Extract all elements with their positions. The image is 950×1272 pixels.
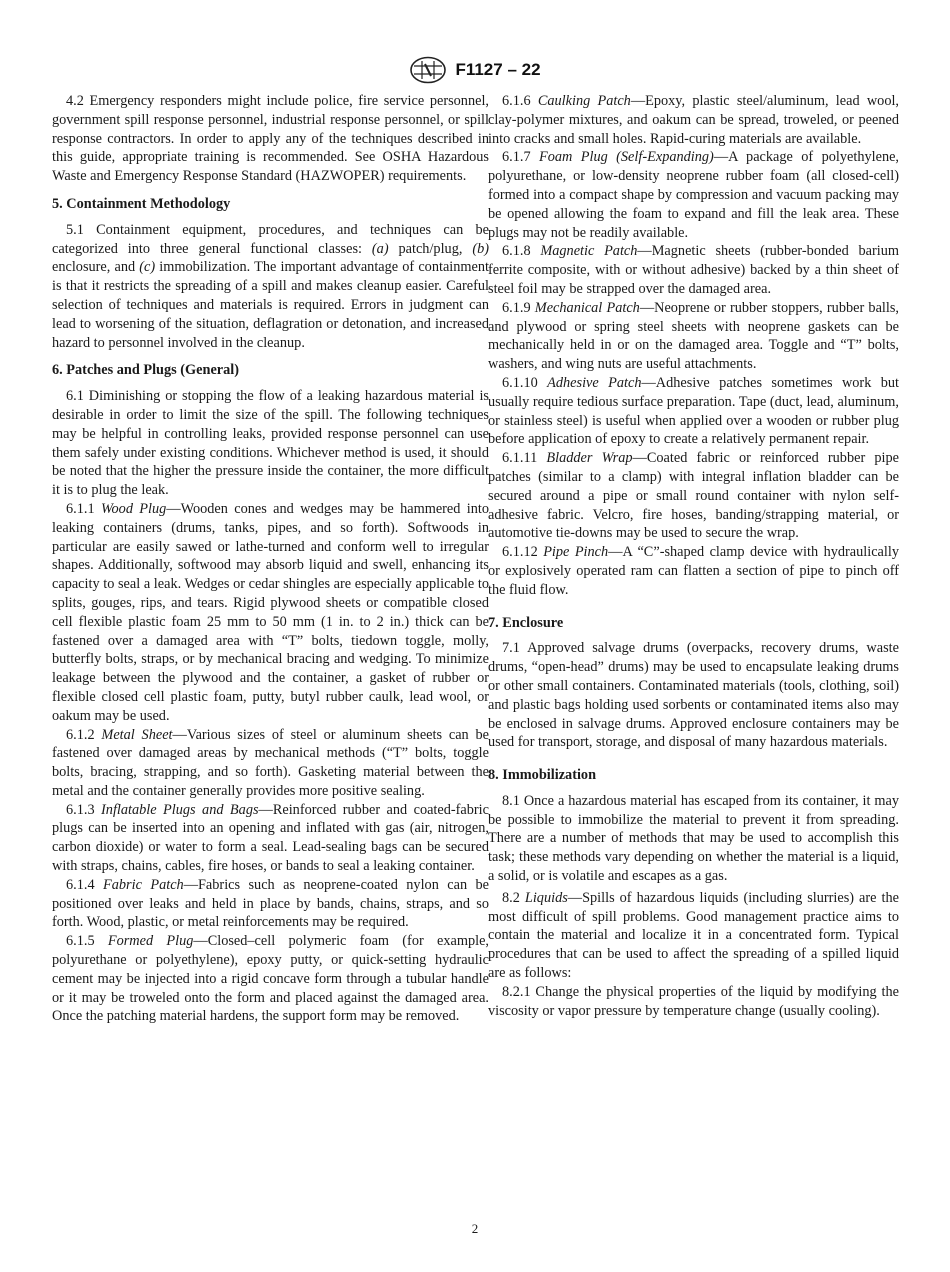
para-6-1-10: 6.1.10 Adhesive Patch—Adhesive patches sometimes work but usually require tedious surface preparation. Tape (duct, lead, aluminum, or stainless steel) is useful when applied over a wooden or rubber plug before application of epoxy to create a relatively permanent repair. <box>488 374 899 448</box>
para-5-1: 5.1 Containment equipment, procedures, and techniques can be categorized into three general functional classes: (a) patch/plug, (b) enclosure, and (c) immobilization. The important advantage of containment is that it restricts the spreading of a spill and makes cleanup easier. Careful selection of techniques and materials is required. Errors in judgment can lead to worsening of the situation, deflagration or detonation, and increased hazard to personnel involved in the cleanup. <box>52 221 490 351</box>
para-6-1-9: 6.1.9 Mechanical Patch—Neoprene or rubber stoppers, rubber balls, and plywood or spring steel sheets with neoprene gaskets can be mechanically held in or on the damaged area. Toggle and “T” bolts, washers, and wing nuts are useful attachments. <box>488 299 899 373</box>
para-8-1: 8.1 Once a hazardous material has escaped from its container, it may be possible to immobilize the material to prevent it from spreading. There are a number of methods that may be used to accomplish this task; these methods vary depending on whether the material is a liquid, a solid, or is volatile and escapes as a gas. <box>488 792 899 885</box>
para-6-1-5: 6.1.5 Formed Plug—Closed–cell polymeric foam (for example, polyurethane or polyethylene), epoxy putty, or quick-setting hydraulic cement may be injected into a rigid concave form through a tubular handle or it may be troweled onto the form and placed against the damaged area. Once the patching material hardens, the support form may be removed. <box>52 933 489 1025</box>
section-8-heading: 8. Immobilization <box>488 767 597 784</box>
para-6-1-2: 6.1.2 Metal Sheet—Various sizes of steel or aluminum sheets can be fastened over damaged areas by mechanical methods (“T” bolts, toggle bolts, bracing, strapping, and so forth). Gasketing material between the metal and the container generally provides more positive sealing. <box>52 726 489 799</box>
para-6-1-7: 6.1.7 Foam Plug (Self-Expanding)—A package of polyethylene, polyurethane, or low-density neoprene rubber foam (all closed-cell) formed into a compact shape by compression and vacuum packing may be opened allowing the foam to expand and fill the leak area. These plugs may not be readily available. <box>488 149 900 241</box>
para-6-1-3: 6.1.3 Inflatable Plugs and Bags—Reinforced rubber and coated-fabric plugs can be inserted into an opening and inflated with gas (air, nitrogen, carbon dioxide) or water to form a seal. Lead-sealing bags can be secured with straps, chains, cables, fire hoses, or bands to seal a leaking container. <box>52 801 489 875</box>
right-column <box>488 92 899 1020</box>
astm-logo-icon <box>409 56 447 84</box>
para-6-1-8: 6.1.8 Magnetic Patch—Magnetic sheets (rubber-bonded barium ferrite composite, with or without adhesive) backed by a thin sheet of steel foil may be strapped over the damaged area. <box>488 243 899 297</box>
para-4-2: 4.2 Emergency responders might include police, fire service personnel, government spill response personnel, industrial response personnel, or spill response contractors. In order to apply any of the techniques described in this guide, appropriate training is recommended. See OSHA Hazardous Waste and Emergency Response Standard (HAZWOPER) requirements. <box>52 93 489 185</box>
para-6-1-4: 6.1.4 Fabric Patch—Fabrics such as neoprene-coated nylon can be positioned over leaks and held in place by bands, chains, straps, and so forth. Wood, plastic, or metal reinforcements may be required. <box>52 876 489 931</box>
para-6-1-11: 6.1.11 Bladder Wrap—Coated fabric or reinforced rubber pipe patches (similar to a clamp) with integral inflation bladder can be secured around a pipe or small round container with nylon self-adhesive fabric. Velcro, fire hoses, banding/strapping material, or automotive tie-downs may be used to secure the wrap. <box>488 450 899 542</box>
para-6-1-12: 6.1.12 Pipe Pinch—A “C”-shaped clamp device with hydraulically or explosively operated ram can flatten a section of pipe to pinch off the fluid flow. <box>488 544 899 598</box>
para-6-1-1: 6.1.1 Wood Plug—Wooden cones and wedges may be hammered into leaking containers (drums, tanks, pipes, and so forth). Softwoods in particular are easily sawed or lathe-turned and conform well to irregular shapes. Additionally, softwood may absorb liquid and swell, enhancing its capacity to seal a leak. Wedges or cedar shingles are especially applicable to splits, gouges, rips, and tears. Rigid plywood sheets or compatible closed cell flexible plastic foam 25 mm to 50 mm (1 in. to 2 in.) thick can be fastened over a damaged area with “T” bolts, tiedown toggle, molly, butterfly bolts, straps, or by mechanical bracing and wedging. To minimize leakage between the plywood and the container, a gasket of rubber or flexible closed cell plastic foam, putty, butyl rubber caulk, lead wool, or oakum may be used. <box>52 500 490 724</box>
para-7-1: 7.1 Approved salvage drums (overpacks, recovery drums, waste drums, “open-head” drums) may be used to encapsulate leaking drums or other small containers. Contaminated materials (tools, clothing, soil) and plastic bags holding used sorbents or contaminated items also may be enclosed in salvage drums. Approved enclosure containers may be used for transport, storage, and disposal of many hazardous materials. <box>488 640 899 751</box>
page-number: 2 <box>471 1221 479 1236</box>
para-8-2-1: 8.2.1 Change the physical properties of the liquid by modifying the viscosity or vapor pressure by temperature change (usually cooling). <box>488 983 899 1019</box>
document-id: F1127 – 22 <box>455 60 541 79</box>
para-8-2: 8.2 Liquids—Spills of hazardous liquids (including slurries) are the most difficult of spill problems. Good management practice aims to contain the material and localize it in a concentrated form. Typical procedures that can be used to affect the spreading of a spilled liquid are as follows: <box>488 889 899 982</box>
section-7-heading: 7. Enclosure <box>488 614 564 631</box>
section-6-heading: 6. Patches and Plugs (General) <box>52 362 240 379</box>
section-5-heading: 5. Containment Methodology <box>52 195 231 212</box>
para-6-1-6: 6.1.6 Caulking Patch—Epoxy, plastic steel/aluminum, lead wool, clay-polymer mixtures, and oakum can be spread, troweled, or peened into cracks and small holes. Rapid-curing materials are available. <box>488 93 900 147</box>
left-column <box>52 92 489 1026</box>
para-6-1: 6.1 Diminishing or stopping the flow of a leaking hazardous material is desirable in order to limit the size of the spill. The following techniques may be helpful in controlling leaks, provided response personnel can use them safely under existing conditions. Whichever method is used, it should be noted that the higher the pressure inside the container, the more difficult it is to plug the leak. <box>52 388 489 499</box>
page-header <box>0 55 950 85</box>
